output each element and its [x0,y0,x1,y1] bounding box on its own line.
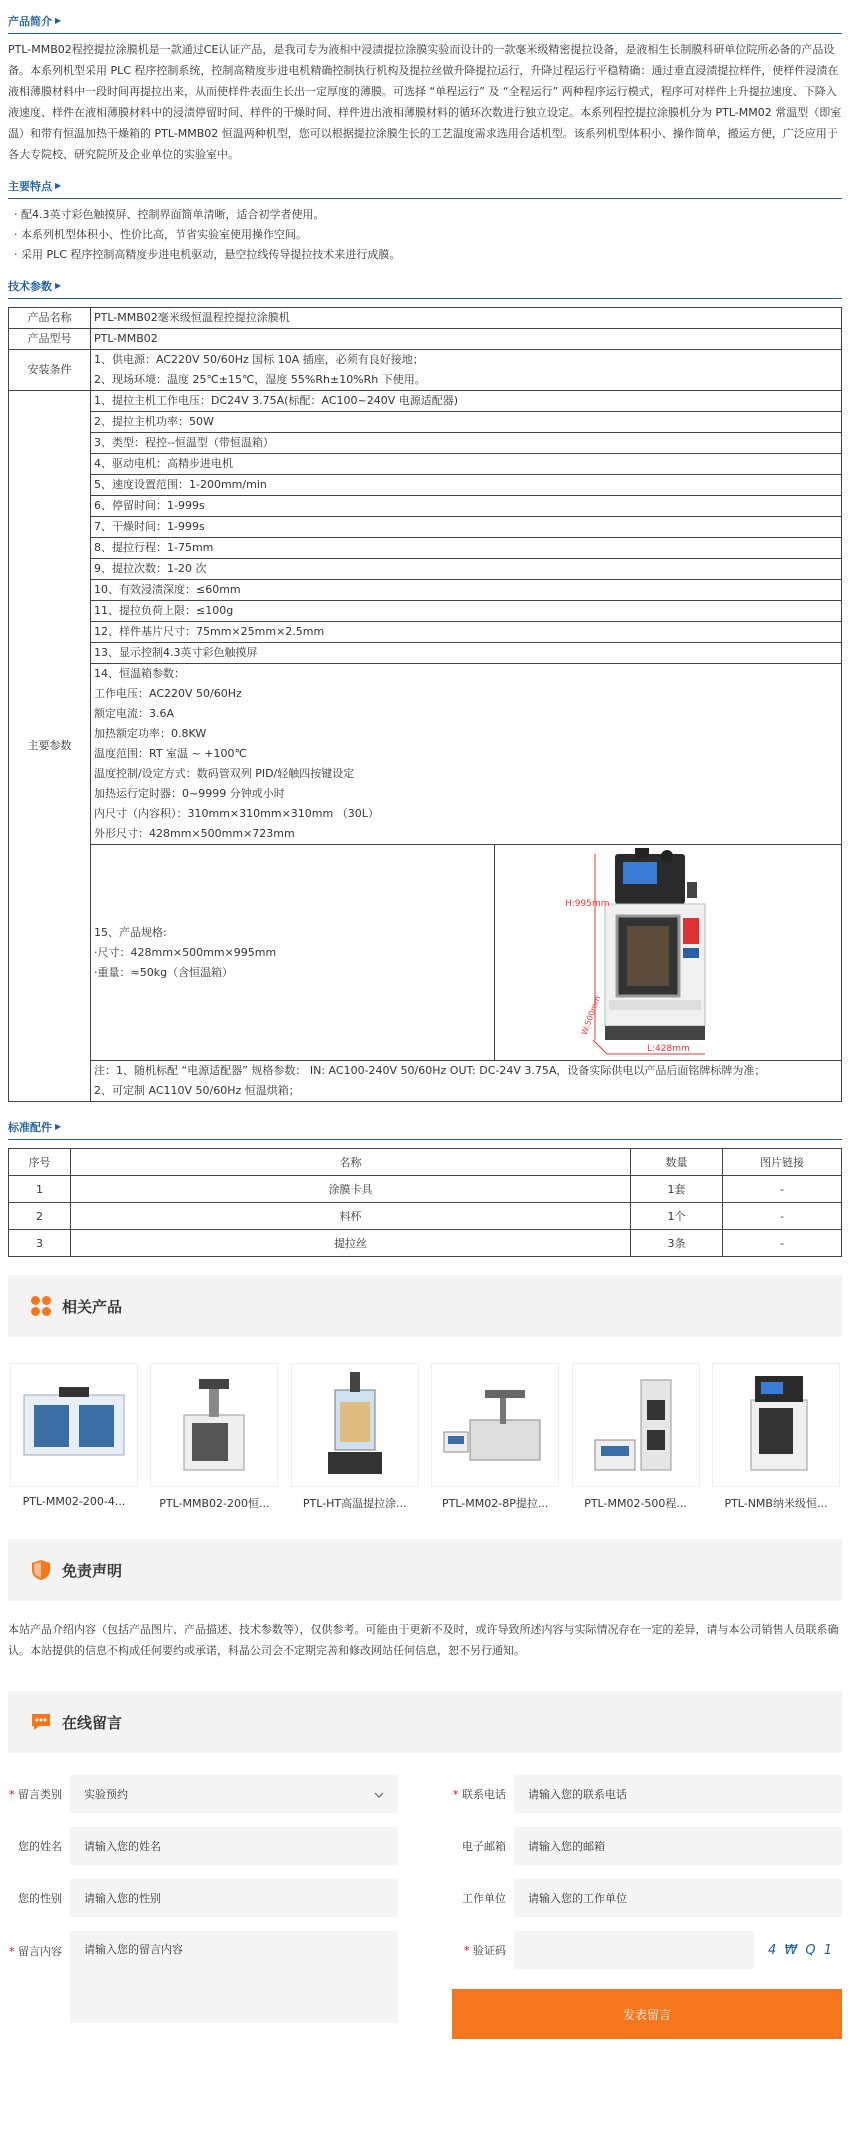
main-param: 8、提拉行程：1-75mm [91,538,842,559]
spec-section-title: 技术参数 [8,279,52,293]
name-input[interactable]: 请输入您的姓名 [70,1827,398,1865]
phone-input[interactable]: 请输入您的联系电话 [514,1775,842,1813]
features-section-title: 主要特点 [8,179,52,193]
form-row [452,1879,842,1917]
form-row [8,1931,398,2023]
chevron-down-icon [374,1788,384,1801]
size-line: ·重量：≈50kg（含恒温箱） [94,965,234,979]
spec-value: PTL-MMB02 [91,329,842,350]
oven-line: 14、恒温箱参数： [94,667,185,680]
main-param: 11、提拉负荷上限：≤100g [91,601,842,622]
main-param: 10、有效浸渍深度：≤60mm [91,580,842,601]
triangle-right-icon: ▶ [55,181,62,190]
email-input[interactable]: 请输入您的邮箱 [514,1827,842,1865]
captcha-input[interactable] [514,1931,754,1969]
install-line: 1、供电源：AC220V 50/60Hz 国标 10A 插座，必须有良好接地； [94,353,424,366]
related-products-title: 相关产品 [62,1297,123,1316]
main-param: 13、显示控制4.3英寸彩色触摸屏 [91,643,842,664]
accessories-section-header [8,1114,842,1140]
name-label: 您的姓名 [18,1840,62,1853]
related-product-name[interactable]: PTL-MM02-500程... [584,1497,687,1510]
oven-params [91,664,842,845]
form-row [452,1931,842,1969]
column-header: 序号 [9,1149,71,1176]
content-textarea[interactable]: 请输入您的留言内容 [70,1931,398,2023]
spec-table [8,307,842,1102]
phone-label: * 联系电话 [453,1788,506,1801]
spec-label: 产品名称 [9,308,91,329]
dimension-length: L:428mm [647,1043,690,1054]
triangle-right-icon: ▶ [55,16,62,25]
chat-icon [30,1711,52,1733]
table-cell: 1个 [631,1203,723,1230]
message-form [8,1775,842,2039]
feature-item: · 采用 PLC 程序控制高精度步进电机驱动，悬空拉线传导提拉技术来进行成膜。 [14,248,401,261]
disclaimer-text: 本站产品介绍内容（包括产品图片、产品描述、技术参数等），仅供参考。可能由于更新不及时，或许导致所述内容与实际情况存在一定的差异，请与本公司销售人员联系确认。本站提供的信息不构成任何要约或承诺，科晶公司会不定期完善和修改网站任何信息，恕不另行通知。 [8,1623,839,1657]
table-cell: 料杯 [71,1203,631,1230]
table-row [9,391,842,412]
table-cell: 1套 [631,1176,723,1203]
form-row [452,1827,842,1865]
size-line: ·尺寸：428mm×500mm×995mm [94,945,277,959]
column-header: 图片链接 [723,1149,842,1176]
related-product-image[interactable] [712,1363,840,1487]
related-product-image[interactable] [10,1363,138,1487]
main-param: 5、速度设置范围：1-200mm/min [91,475,842,496]
oven-line: 工作电压：AC220V 50/60Hz [94,687,242,700]
spec-label: 产品型号 [9,329,91,350]
message-title: 在线留言 [62,1713,123,1732]
main-param: 2、提拉主机功率：50W [91,412,842,433]
shield-icon [30,1559,52,1581]
dimension-width: W:500mm [579,994,603,1036]
features-section-header [8,173,842,199]
note-line: 2、可定制 AC110V 50/60Hz 恒温烘箱； [94,1084,300,1097]
main-param: 9、提拉次数：1-20 次 [91,559,842,580]
related-product-name[interactable]: PTL-HT高温提拉涂... [302,1497,407,1510]
triangle-right-icon: ▶ [55,1122,62,1131]
related-product-name[interactable]: PTL-MM02-200-4... [22,1495,126,1508]
form-row [8,1775,398,1813]
main-param: 12、样件基片尺寸：75mm×25mm×2.5mm [91,622,842,643]
table-row [9,350,842,391]
product-image-cell [495,845,842,1061]
related-products-list [8,1363,842,1511]
related-product-card[interactable] [572,1363,700,1511]
accessories-table [8,1148,842,1257]
form-row [8,1879,398,1917]
message-header [8,1691,842,1753]
gender-input[interactable]: 请输入您的性别 [70,1879,398,1917]
table-row [9,308,842,329]
table-cell: - [723,1203,842,1230]
company-input[interactable]: 请输入您的工作单位 [514,1879,842,1917]
oven-line: 加热额定功率：0.8KW [94,727,207,740]
triangle-right-icon: ▶ [55,281,62,290]
grid-icon [30,1295,52,1317]
related-product-name[interactable]: PTL-MM02-8P提拉... [442,1497,549,1510]
submit-message-button[interactable]: 发表留言 [452,1989,842,2039]
table-cell: - [723,1176,842,1203]
main-param: 1、提拉主机工作电压：DC24V 3.75A(标配：AC100~240V 电源适配器) [91,391,842,412]
table-row [9,1230,842,1257]
main-param: 4、驱动电机：高精步进电机 [91,454,842,475]
spec-note [91,1061,842,1102]
table-cell: - [723,1230,842,1257]
spec-label: 主要参数 [9,391,91,1102]
product-illustration [495,848,835,1060]
message-type-value: 实验预约 [84,1788,128,1801]
features-list [8,205,842,265]
main-param: 3、类型：程控--恒温型（带恒温箱） [91,433,842,454]
spec-section-header [8,273,842,299]
message-type-label: * 留言类别 [9,1788,62,1801]
spec-value: PTL-MMB02毫米级恒温程控提拉涂膜机 [91,308,842,329]
oven-line: 温度范围：RT 室温 ~ +100℃ [94,747,247,760]
oven-line: 温度控制/设定方式：数码管双列 PID/轻触四按键设定 [94,767,355,780]
intro-section-header [8,8,842,34]
related-product-card[interactable] [712,1363,840,1511]
gender-label: 您的性别 [18,1892,62,1905]
spec-value [91,350,842,391]
intro-text: PTL-MMB02程控提拉涂膜机是一款通过CE认证产品，是我司专为液相中浸渍提拉涂膜实验而设计的一款毫米级精密提拉设备，是液相生长制膜科研单位院所必备的产品设备。本系列机型采用 PLC 程序控制系统，控制高精度步进电机精确控制执行机构及提拉丝做升降提拉运行，升降过程运行平稳精确：通过垂直浸渍提拉样件，使样件浸渍在液相薄膜材料中一段时间再提拉出来，从而使样件表面生长出一定厚度的薄膜。可选择 “单程运行” 及 “全程运行” 两种程序运行模式，程序可对样件上升提拉速度、下降入液速度、样件在液相薄膜材料中的浸渍停留时间、样件的干燥时间、样件进出液相薄膜材料的循环次数进行独立设定。本系列程控提拉涂膜机分为 PTL-MM02 常温型（即室温）和带有恒温加热干燥箱的 PTL-MMB02 恒温两种机型，您可以根据提拉涂膜生长的工艺温度需求选用合适机型。该系列机型体积小、操作简单，搬运方便，广泛应用于各大专院校、研究院所及企业单位的实验室中。 [8,43,842,161]
related-product-image[interactable] [431,1363,559,1487]
related-product-image[interactable] [291,1363,419,1487]
column-header: 名称 [71,1149,631,1176]
table-cell: 提拉丝 [71,1230,631,1257]
column-header: 数量 [631,1149,723,1176]
content-label: * 留言内容 [9,1945,62,1958]
table-cell: 1 [9,1176,71,1203]
form-row [8,1827,398,1865]
table-cell: 3条 [631,1230,723,1257]
message-type-select[interactable] [70,1775,398,1813]
form-row [452,1775,842,1813]
related-product-name[interactable]: PTL-MMB02-200恒... [159,1497,270,1510]
note-line: 注：1、随机标配 “电源适配器” 规格参数： IN: AC100-240V 50/60Hz OUT: DC-24V 3.75A，设备实际供电以产品后面铭牌标牌为准； [94,1064,766,1077]
form-left-column [8,1775,398,2039]
feature-item: · 配4.3英寸彩色触摸屏、控制界面简单清晰，适合初学者使用。 [14,208,325,221]
oven-line: 外形尺寸：428mm×500mm×723mm [94,827,295,840]
related-product-card[interactable] [10,1363,138,1511]
related-product-card[interactable] [291,1363,419,1511]
company-label: 工作单位 [462,1892,506,1905]
form-right-column [452,1775,842,2039]
related-product-card[interactable] [431,1363,559,1511]
size-params [91,845,495,1061]
table-header-row [9,1149,842,1176]
captcha-image[interactable]: 4 ₩ Q 1 [768,1942,835,1958]
oven-line: 额定电流：3.6A [94,707,175,720]
table-row [9,1061,842,1102]
disclaimer-title: 免责声明 [62,1561,123,1580]
table-row [9,1176,842,1203]
table-cell: 涂膜卡具 [71,1176,631,1203]
oven-line: 加热运行定时器：0~9999 分钟或小时 [94,787,285,800]
related-product-card[interactable] [150,1363,278,1511]
related-products-header [8,1275,842,1337]
feature-item: · 本系列机型体积小、性价比高，节省实验室使用操作空间。 [14,228,307,241]
table-row [9,1203,842,1230]
size-line: 15、产品规格: [94,925,167,939]
main-param: 7、干燥时间：1-999s [91,517,842,538]
table-cell: 2 [9,1203,71,1230]
table-cell: 3 [9,1230,71,1257]
intro-section-title: 产品简介 [8,14,52,28]
oven-line: 内尺寸（内容积）：310mm×310mm×310mm （30L） [94,807,379,820]
spec-label: 安装条件 [9,350,91,391]
disclaimer-header [8,1539,842,1601]
accessories-section-title: 标准配件 [8,1120,52,1134]
table-row [9,329,842,350]
dimension-height: H:995mm [565,898,610,909]
related-product-name[interactable]: PTL-NMB纳米级恒... [724,1497,828,1510]
install-line: 2、现场环境：温度 25℃±15℃，湿度 55%Rh±10%Rh 下使用。 [94,373,426,386]
captcha-label: * 验证码 [464,1944,506,1957]
main-param: 6、停留时间：1-999s [91,496,842,517]
email-label: 电子邮箱 [462,1840,506,1853]
related-product-image[interactable] [572,1363,700,1487]
product-image [495,848,841,1058]
related-product-image[interactable] [150,1363,278,1487]
